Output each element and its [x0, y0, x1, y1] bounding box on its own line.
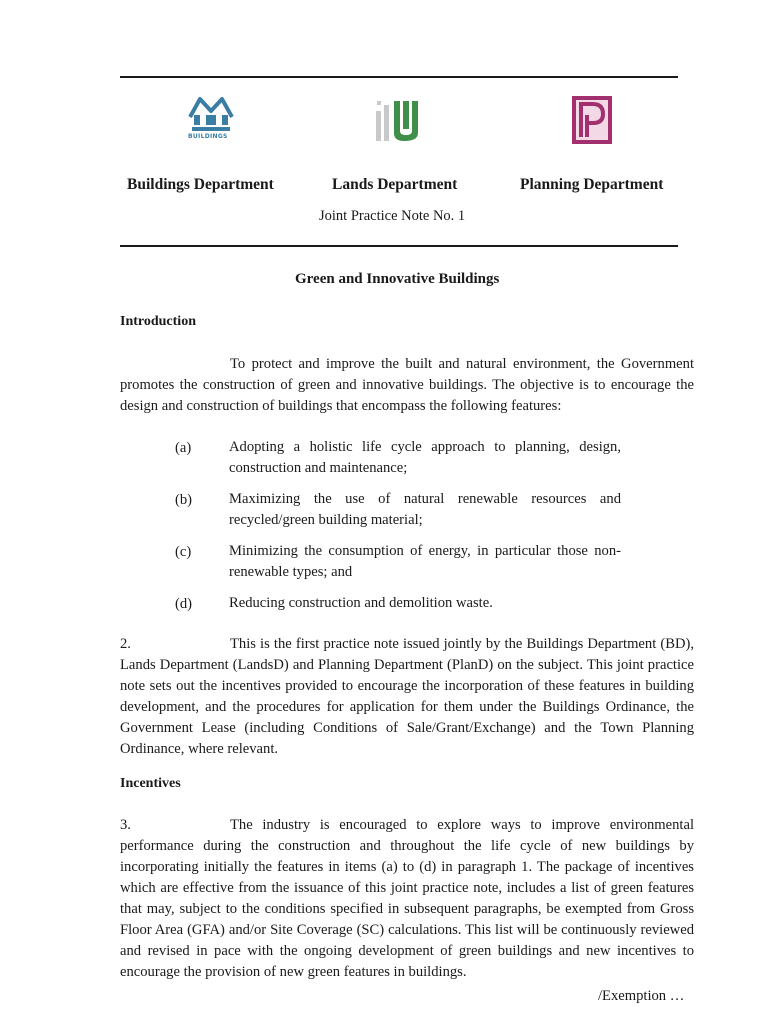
item-b-text: Maximizing the use of natural renewable resources and recycled/green building material; [229, 491, 621, 528]
introduction-text: To protect and improve the built and natural environment, the Government promotes the construction of green and innovative buildings. The objective is to encourage the design and construction of buildings that encompass the following features: [120, 356, 694, 414]
planning-department-logo [571, 95, 613, 145]
item-c-label: (c) [175, 544, 192, 560]
paragraph-3-number: 3. [120, 817, 131, 833]
item-c-text: Minimizing the consumption of energy, in particular those non-renewable types; and [229, 543, 621, 580]
item-d-text: Reducing construction and demolition waste. [229, 595, 493, 611]
item-a-label: (a) [175, 440, 192, 456]
item-a-text: Adopting a holistic life cycle approach to planning, design, construction and maintenance; [229, 439, 621, 476]
paragraph-3 [120, 815, 694, 983]
lands-department-logo [374, 97, 424, 145]
paragraph-3-text: The industry is encouraged to explore ways to improve environmental performance during the construction and throughout the life cycle of new buildings by incorporating initially the features in items (a) to (d) in paragraph 1. The package of incentives which are effective from the issuance of this joint practice note, includes a list of green features that may, subject to the conditions specified in subsequent paragraphs, be exempted from Gross Floor Area (GFA) and/or Site Coverage (SC) calculations. This list will be continuously reviewed and revised in pace with the ongoing development of green buildings and new incentives to encourage the provision of new green features in buildings. [120, 817, 694, 980]
continuation-marker: /Exemption … [598, 988, 685, 1004]
lands-department-name: Lands Department [332, 176, 458, 193]
buildings-department-logo [186, 93, 236, 145]
buildings-department-name: Buildings Department [127, 176, 274, 193]
introduction-paragraph [120, 354, 694, 417]
document-title: Green and Innovative Buildings [295, 271, 500, 287]
item-d-label: (d) [175, 596, 193, 612]
planning-logo-icon [571, 95, 613, 145]
joint-practice-note-number: Joint Practice Note No. 1 [319, 208, 466, 224]
buildings-logo-text: BUILDINGS [188, 133, 228, 140]
introduction-heading: Introduction [120, 314, 196, 329]
lands-logo-icon [374, 97, 424, 145]
top-rule [120, 76, 678, 78]
incentives-heading: Incentives [120, 776, 181, 791]
paragraph-2-text: This is the first practice note issued jointly by the Buildings Department (BD), Lands Department (LandsD) and Planning Department (PlanD) on the subject. This joint practice note sets out the incentives provided to encourage the incorporation of these features in building development, and the procedures for application for them under the Buildings Ordinance, the Government Lease (including Conditions of Sale/Grant/Exchange) and the Town Planning Ordinance, where relevant. [120, 636, 694, 757]
paragraph-2 [120, 634, 694, 760]
planning-department-name: Planning Department [520, 176, 664, 193]
item-b-label: (b) [175, 492, 193, 508]
header-bottom-rule [120, 245, 678, 247]
paragraph-2-number: 2. [120, 636, 131, 652]
